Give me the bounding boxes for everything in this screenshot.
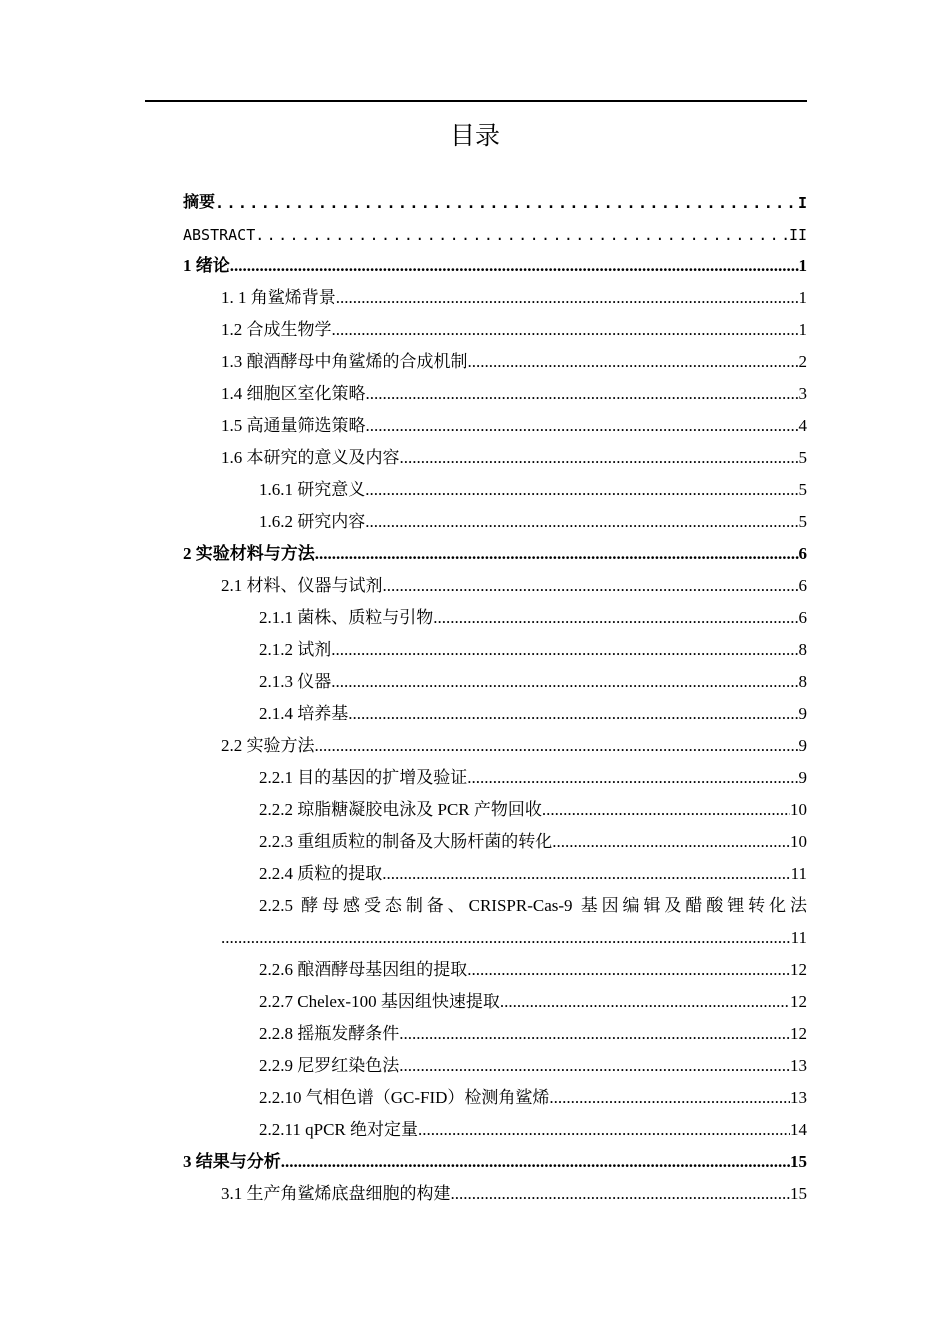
toc-leader [418, 1120, 790, 1140]
toc-leader [221, 928, 791, 948]
toc-leader [399, 1056, 790, 1076]
toc-label: 3 结果与分析 [183, 1152, 281, 1171]
toc-page: 8 [798, 640, 807, 659]
toc-entry-1-6[interactable] [183, 436, 807, 468]
toc-label: 2.2.7 Chelex-100 基因组快速提取 [259, 992, 500, 1011]
toc-label: 1.4 细胞区室化策略 [221, 384, 366, 403]
page-title: 目录 [449, 121, 500, 150]
toc-page: 13 [790, 1056, 807, 1075]
toc-page: 8 [798, 672, 807, 691]
toc-page: 9 [798, 704, 807, 723]
toc-leader [542, 800, 790, 820]
toc-page: 14 [790, 1120, 807, 1139]
toc-page: 6 [798, 544, 807, 563]
toc-page: 1 [798, 288, 807, 307]
toc-page: 6 [798, 608, 807, 627]
toc-page: 10 [790, 832, 807, 851]
toc-label: 1.6 本研究的意义及内容 [221, 448, 400, 467]
toc-label: 摘要 [183, 192, 216, 211]
toc-leader [382, 864, 790, 884]
toc-entry-1-3[interactable] [183, 340, 807, 372]
toc-label: 2.2.9 尼罗红染色法 [259, 1056, 400, 1075]
toc-label: 2.2.8 摇瓶发酵条件 [259, 1024, 400, 1043]
toc-entry-2-2-7[interactable] [183, 980, 807, 1012]
toc-leader [365, 512, 798, 532]
toc-entry-2-1[interactable] [183, 564, 807, 596]
toc-entry-2-2-5-leader[interactable] [183, 916, 807, 948]
toc-entry-2-2-11[interactable] [183, 1108, 807, 1140]
toc-label: 3.1 生产角鲨烯底盘细胞的构建 [221, 1184, 451, 1203]
toc-leader [467, 768, 798, 788]
toc-leader [331, 640, 798, 660]
toc-label: 2.2 实验方法 [221, 736, 315, 755]
toc-page: 9 [798, 736, 807, 755]
toc-entry-2-2-1[interactable] [183, 756, 807, 788]
toc-label: 2.2.6 酿酒酵母基因组的提取 [259, 960, 468, 979]
toc-label: 2.1.2 试剂 [259, 640, 332, 659]
toc-page: 5 [798, 448, 807, 467]
toc-page: 11 [790, 864, 807, 883]
toc-entry-2-2-8[interactable] [183, 1012, 807, 1044]
toc-label: 1.5 高通量筛选策略 [221, 416, 366, 435]
toc-leader [281, 1152, 790, 1172]
toc-label: 1. 1 角鲨烯背景 [221, 288, 336, 307]
toc-label: 2 实验材料与方法 [183, 544, 315, 563]
toc-leader [366, 384, 799, 404]
toc-leader [399, 1024, 790, 1044]
toc-label: ABSTRACT [183, 226, 256, 244]
toc-entry-1-2[interactable] [183, 308, 807, 340]
toc-entry-2-1-4[interactable] [183, 692, 807, 724]
toc-page: 9 [798, 768, 807, 787]
toc-leader [348, 704, 798, 724]
toc-entry-chapter-1[interactable] [183, 244, 807, 276]
toc-entry-chapter-3[interactable] [183, 1140, 807, 1172]
toc-entry-2-2-10[interactable] [183, 1076, 807, 1108]
toc-entry-2-1-1[interactable] [183, 596, 807, 628]
toc-leader [255, 226, 789, 244]
toc-leader [552, 832, 790, 852]
toc-label: 1.2 合成生物学 [221, 320, 332, 339]
toc-leader [400, 448, 799, 468]
toc-leader [315, 544, 799, 564]
toc-entry-2-1-2[interactable] [183, 628, 807, 660]
toc-leader [468, 352, 799, 372]
toc-entry-1-6-2[interactable] [183, 500, 807, 532]
toc-leader [230, 256, 799, 276]
toc-entry-2-2-6[interactable] [183, 948, 807, 980]
toc-label: 1.6.1 研究意义 [259, 480, 366, 499]
toc-label: 2.1 材料、仪器与试剂 [221, 576, 383, 595]
toc-entry-2-2-4[interactable] [183, 852, 807, 884]
toc-entry-2-2[interactable] [183, 724, 807, 756]
toc-page: 3 [798, 384, 807, 403]
toc-entry-1-5[interactable] [183, 404, 807, 436]
toc-page: 12 [790, 1024, 807, 1043]
toc-label: 1 绪论 [183, 256, 230, 275]
toc-label: 2.2.10 气相色谱（GC-FID）检测角鲨烯 [259, 1088, 550, 1107]
toc-page: 12 [790, 960, 807, 979]
toc-page: 4 [798, 416, 807, 435]
toc-entry-2-2-3[interactable] [183, 820, 807, 852]
toc-page: 12 [790, 992, 807, 1011]
toc-leader [365, 480, 798, 500]
toc-page: 10 [790, 800, 807, 819]
toc-entry-2-2-5[interactable] [183, 884, 807, 916]
toc-leader [500, 992, 790, 1012]
toc-leader [332, 320, 799, 340]
toc-label: 2.1.3 仪器 [259, 672, 332, 691]
toc-entry-2-2-2[interactable] [183, 788, 807, 820]
toc-label: 2.2.3 重组质粒的制备及大肠杆菌的转化 [259, 832, 553, 851]
toc-leader [549, 1088, 790, 1108]
toc-label: 2.1.1 菌株、质粒与引物 [259, 608, 434, 627]
toc-page: 5 [798, 512, 807, 531]
toc-leader [467, 960, 790, 980]
toc-page: I [797, 194, 807, 212]
toc-leader [433, 608, 798, 628]
table-of-contents [183, 180, 807, 1204]
toc-leader [315, 736, 799, 756]
toc-page: 5 [798, 480, 807, 499]
toc-label: 2.2.1 目的基因的扩增及验证 [259, 768, 468, 787]
toc-label: 2.2.4 质粒的提取 [259, 864, 383, 883]
toc-leader [215, 194, 798, 212]
toc-page: 6 [798, 576, 807, 595]
toc-page: 13 [790, 1088, 807, 1107]
toc-label: 2.1.4 培养基 [259, 704, 349, 723]
toc-page: 2 [798, 352, 807, 371]
toc-entry-2-2-9[interactable] [183, 1044, 807, 1076]
toc-leader [451, 1184, 791, 1204]
toc-label: 1.3 酿酒酵母中角鲨烯的合成机制 [221, 352, 468, 371]
toc-entry-chapter-2[interactable] [183, 532, 807, 564]
header-rule [145, 100, 807, 102]
toc-label: 2.2.5 酵母感受态制备、CRISPR-Cas-9 基因编辑及醋酸锂转化法 [259, 896, 807, 915]
toc-page: 15 [790, 1152, 807, 1171]
toc-leader [366, 416, 799, 436]
toc-entry-abstract-cn[interactable] [183, 180, 807, 212]
toc-entry-1-6-1[interactable] [183, 468, 807, 500]
toc-entry-abstract-en[interactable] [183, 212, 807, 244]
toc-leader [383, 576, 799, 596]
toc-label: 2.2.2 琼脂糖凝胶电泳及 PCR 产物回收 [259, 800, 542, 819]
toc-page: 1 [798, 256, 807, 275]
toc-entry-1-4[interactable] [183, 372, 807, 404]
toc-entry-1-1[interactable] [183, 276, 807, 308]
toc-label: 2.2.11 qPCR 绝对定量 [259, 1120, 419, 1139]
toc-leader [331, 672, 798, 692]
toc-entry-3-1[interactable] [183, 1172, 807, 1204]
toc-label: 1.6.2 研究内容 [259, 512, 366, 531]
toc-page: 15 [790, 1184, 807, 1203]
toc-entry-2-1-3[interactable] [183, 660, 807, 692]
toc-page: II [788, 226, 807, 244]
toc-page: 1 [798, 320, 807, 339]
toc-leader [336, 288, 799, 308]
toc-page: 11 [790, 928, 807, 947]
